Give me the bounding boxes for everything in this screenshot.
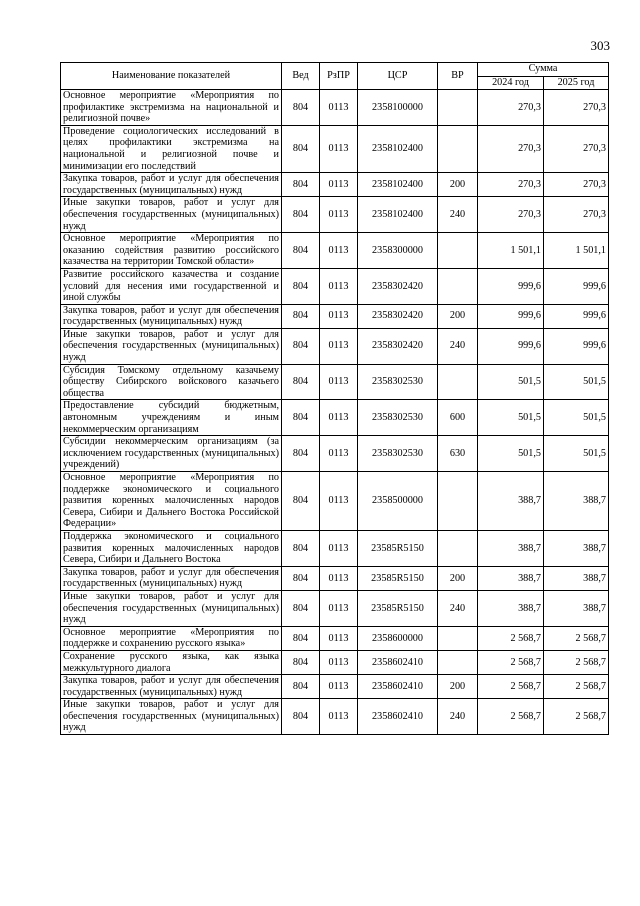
header-sum: Сумма [478, 63, 609, 77]
row-name: Предоставление субсидий бюджетным, автономным учреждениям и иным некоммерческим организациям [61, 400, 282, 436]
row-rzpr: 0113 [320, 268, 358, 304]
row-csr: 2358302420 [358, 328, 438, 364]
row-ved: 804 [282, 328, 320, 364]
row-vr [438, 364, 478, 400]
table-row [61, 400, 609, 436]
row-vr [438, 626, 478, 650]
row-sum-2024: 270,3 [478, 173, 544, 197]
row-sum-2025: 2 568,7 [544, 675, 609, 699]
table-row [61, 566, 609, 590]
row-name: Основное мероприятие «Мероприятия по оказанию содействия развитию российского казачества на территории Томской области» [61, 233, 282, 269]
row-sum-2024: 270,3 [478, 125, 544, 172]
row-name: Иные закупки товаров, работ и услуг для обеспечения государственных (муниципальных) нужд [61, 590, 282, 626]
row-sum-2024: 270,3 [478, 197, 544, 233]
row-ved: 804 [282, 650, 320, 674]
row-vr [438, 90, 478, 126]
row-rzpr: 0113 [320, 125, 358, 172]
table-row [61, 233, 609, 269]
row-name: Закупка товаров, работ и услуг для обеспечения государственных (муниципальных) нужд [61, 566, 282, 590]
row-sum-2025: 501,5 [544, 436, 609, 472]
row-rzpr: 0113 [320, 197, 358, 233]
row-ved: 804 [282, 197, 320, 233]
row-sum-2024: 270,3 [478, 90, 544, 126]
row-rzpr: 0113 [320, 90, 358, 126]
header-year-2024: 2024 год [478, 76, 544, 90]
row-sum-2024: 999,6 [478, 268, 544, 304]
row-sum-2025: 388,7 [544, 530, 609, 566]
row-ved: 804 [282, 436, 320, 472]
header-vr: ВР [438, 63, 478, 90]
row-sum-2024: 388,7 [478, 566, 544, 590]
row-rzpr: 0113 [320, 566, 358, 590]
row-vr: 200 [438, 173, 478, 197]
row-csr: 23585R5150 [358, 590, 438, 626]
row-rzpr: 0113 [320, 626, 358, 650]
row-name: Поддержка экономического и социального развития коренных малочисленных народов Севера, Сибири и Дальнего Востока [61, 530, 282, 566]
row-vr [438, 530, 478, 566]
row-csr: 2358302420 [358, 304, 438, 328]
row-name: Субсидия Томскому отдельному казачьему обществу Сибирского войскового казачьего общества [61, 364, 282, 400]
table-row [61, 699, 609, 735]
row-rzpr: 0113 [320, 530, 358, 566]
row-sum-2024: 501,5 [478, 400, 544, 436]
header-rzpr: РзПР [320, 63, 358, 90]
row-sum-2024: 501,5 [478, 436, 544, 472]
row-sum-2025: 999,6 [544, 304, 609, 328]
row-sum-2025: 270,3 [544, 197, 609, 233]
row-sum-2025: 2 568,7 [544, 626, 609, 650]
page-number: 303 [590, 38, 610, 53]
row-vr [438, 472, 478, 531]
row-rzpr: 0113 [320, 328, 358, 364]
table-row [61, 90, 609, 126]
row-rzpr: 0113 [320, 675, 358, 699]
row-csr: 2358302530 [358, 364, 438, 400]
row-sum-2024: 2 568,7 [478, 650, 544, 674]
row-name: Основное мероприятие «Мероприятия по поддержке и сохранению русского языка» [61, 626, 282, 650]
row-csr: 2358600000 [358, 626, 438, 650]
row-ved: 804 [282, 675, 320, 699]
row-name: Закупка товаров, работ и услуг для обеспечения государственных (муниципальных) нужд [61, 173, 282, 197]
table-row [61, 626, 609, 650]
row-rzpr: 0113 [320, 233, 358, 269]
row-csr: 2358500000 [358, 472, 438, 531]
row-sum-2024: 388,7 [478, 530, 544, 566]
table-row [61, 328, 609, 364]
table-row [61, 472, 609, 531]
row-ved: 804 [282, 173, 320, 197]
row-vr [438, 125, 478, 172]
row-sum-2024: 388,7 [478, 590, 544, 626]
row-csr: 23585R5150 [358, 530, 438, 566]
row-ved: 804 [282, 590, 320, 626]
row-csr: 2358102400 [358, 197, 438, 233]
row-csr: 2358602410 [358, 650, 438, 674]
row-ved: 804 [282, 400, 320, 436]
row-vr: 200 [438, 304, 478, 328]
row-vr: 240 [438, 590, 478, 626]
row-rzpr: 0113 [320, 173, 358, 197]
table-row [61, 590, 609, 626]
row-sum-2024: 2 568,7 [478, 699, 544, 735]
row-sum-2024: 999,6 [478, 304, 544, 328]
header-ved: Вед [282, 63, 320, 90]
row-sum-2024: 388,7 [478, 472, 544, 531]
row-sum-2024: 501,5 [478, 364, 544, 400]
row-rzpr: 0113 [320, 650, 358, 674]
row-sum-2025: 270,3 [544, 125, 609, 172]
row-csr: 2358602410 [358, 699, 438, 735]
row-sum-2025: 501,5 [544, 400, 609, 436]
row-csr: 2358602410 [358, 675, 438, 699]
row-csr: 2358302530 [358, 400, 438, 436]
table-header [61, 63, 609, 90]
row-name: Закупка товаров, работ и услуг для обеспечения государственных (муниципальных) нужд [61, 304, 282, 328]
row-name: Развитие российского казачества и создание условий для несения ими государственной и иной службы [61, 268, 282, 304]
row-sum-2025: 2 568,7 [544, 650, 609, 674]
row-csr: 23585R5150 [358, 566, 438, 590]
row-sum-2025: 999,6 [544, 268, 609, 304]
table-row [61, 197, 609, 233]
row-name: Иные закупки товаров, работ и услуг для обеспечения государственных (муниципальных) нужд [61, 699, 282, 735]
row-vr: 240 [438, 699, 478, 735]
row-ved: 804 [282, 90, 320, 126]
row-name: Проведение социологических исследований в целях профилактики экстремизма на национальной и религиозной почве и минимизации его последствий [61, 125, 282, 172]
row-ved: 804 [282, 626, 320, 650]
row-vr: 630 [438, 436, 478, 472]
row-sum-2025: 388,7 [544, 472, 609, 531]
row-ved: 804 [282, 268, 320, 304]
row-csr: 2358302530 [358, 436, 438, 472]
row-sum-2025: 501,5 [544, 364, 609, 400]
row-vr [438, 268, 478, 304]
budget-table [60, 62, 609, 735]
row-rzpr: 0113 [320, 400, 358, 436]
row-ved: 804 [282, 472, 320, 531]
row-ved: 804 [282, 125, 320, 172]
row-ved: 804 [282, 566, 320, 590]
table-row [61, 125, 609, 172]
row-vr [438, 650, 478, 674]
row-name: Иные закупки товаров, работ и услуг для обеспечения государственных (муниципальных) нужд [61, 328, 282, 364]
row-sum-2024: 1 501,1 [478, 233, 544, 269]
header-year-2025: 2025 год [544, 76, 609, 90]
row-ved: 804 [282, 530, 320, 566]
row-sum-2025: 2 568,7 [544, 699, 609, 735]
row-vr [438, 233, 478, 269]
row-vr: 600 [438, 400, 478, 436]
row-rzpr: 0113 [320, 364, 358, 400]
row-ved: 804 [282, 364, 320, 400]
row-name: Иные закупки товаров, работ и услуг для обеспечения государственных (муниципальных) нужд [61, 197, 282, 233]
row-vr: 240 [438, 328, 478, 364]
table-row [61, 304, 609, 328]
row-ved: 804 [282, 233, 320, 269]
row-sum-2025: 270,3 [544, 173, 609, 197]
table-row [61, 173, 609, 197]
row-csr: 2358102400 [358, 125, 438, 172]
row-sum-2024: 2 568,7 [478, 675, 544, 699]
header-csr: ЦСР [358, 63, 438, 90]
row-sum-2025: 388,7 [544, 590, 609, 626]
row-ved: 804 [282, 304, 320, 328]
row-csr: 2358100000 [358, 90, 438, 126]
row-vr: 240 [438, 197, 478, 233]
row-rzpr: 0113 [320, 472, 358, 531]
row-sum-2025: 388,7 [544, 566, 609, 590]
header-name: Наименование показателей [61, 63, 282, 90]
row-name: Закупка товаров, работ и услуг для обеспечения государственных (муниципальных) нужд [61, 675, 282, 699]
row-vr: 200 [438, 566, 478, 590]
row-vr: 200 [438, 675, 478, 699]
table-row [61, 530, 609, 566]
row-csr: 2358102400 [358, 173, 438, 197]
row-name: Субсидии некоммерческим организациям (за исключением государственных (муниципальных) учреждений) [61, 436, 282, 472]
row-sum-2025: 1 501,1 [544, 233, 609, 269]
row-sum-2024: 2 568,7 [478, 626, 544, 650]
table-row [61, 268, 609, 304]
row-ved: 804 [282, 699, 320, 735]
row-rzpr: 0113 [320, 436, 358, 472]
table-row [61, 675, 609, 699]
row-sum-2024: 999,6 [478, 328, 544, 364]
row-rzpr: 0113 [320, 590, 358, 626]
table-body [61, 90, 609, 735]
row-sum-2025: 270,3 [544, 90, 609, 126]
table-row [61, 650, 609, 674]
table-row [61, 364, 609, 400]
row-csr: 2358302420 [358, 268, 438, 304]
row-sum-2025: 999,6 [544, 328, 609, 364]
row-name: Сохранение русского языка, как языка межкультурного диалога [61, 650, 282, 674]
row-rzpr: 0113 [320, 699, 358, 735]
row-csr: 2358300000 [358, 233, 438, 269]
table-row [61, 436, 609, 472]
row-name: Основное мероприятие «Мероприятия по профилактике экстремизма на национальной и религиозной почве» [61, 90, 282, 126]
row-name: Основное мероприятие «Мероприятия по поддержке экономического и социального развития коренных малочисленных народов Севера, Сибири и Дальнего Востока Российской Федерации» [61, 472, 282, 531]
row-rzpr: 0113 [320, 304, 358, 328]
